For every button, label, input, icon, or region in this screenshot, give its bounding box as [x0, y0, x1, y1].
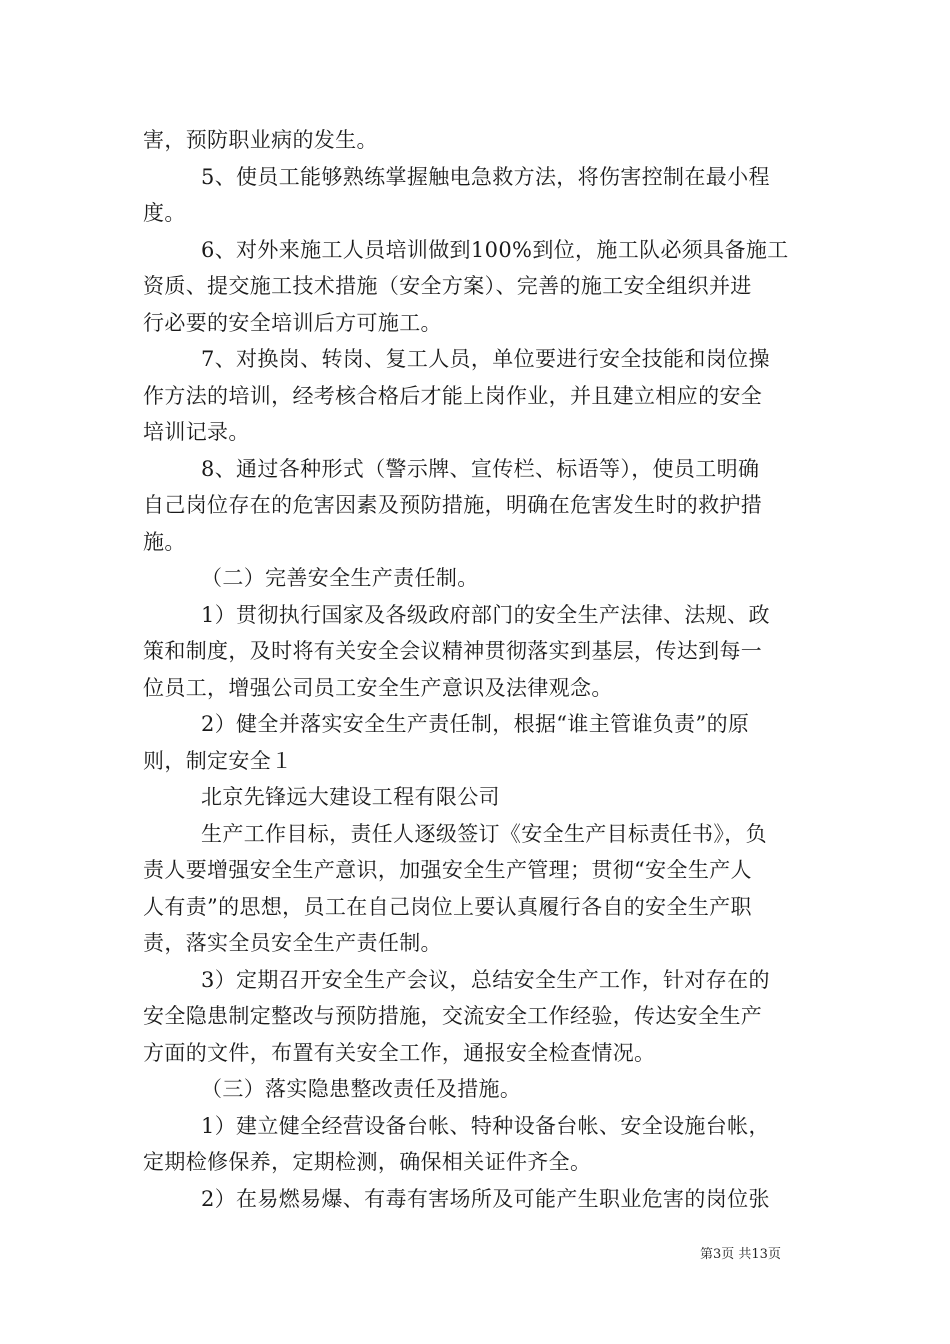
body-line: 行必要的安全培训后方可施工。: [143, 311, 442, 335]
body-line: 7、对换岗、转岗、复工人员，单位要进行安全技能和岗位操: [201, 347, 770, 371]
body-line: 1）贯彻执行国家及各级政府部门的安全生产法律、法规、政: [201, 603, 770, 627]
body-line: 1）建立健全经营设备台帐、特种设备台帐、安全设施台帐，: [201, 1114, 770, 1138]
body-line: 施。: [143, 530, 186, 554]
body-line: 5、使员工能够熟练掌握触电急救方法，将伤害控制在最小程: [201, 165, 770, 189]
body-line: 8、通过各种形式（警示牌、宣传栏、标语等），使员工明确: [201, 457, 760, 481]
body-line: 2）健全并落实安全生产责任制，根据“谁主管谁负责”的原: [201, 712, 750, 736]
body-line: 责人要增强安全生产意识，加强安全生产管理；贯彻“安全生产人: [143, 858, 752, 882]
body-line: 策和制度，及时将有关安全会议精神贯彻落实到基层，传达到每一: [143, 639, 763, 663]
body-line: 人有责”的思想，员工在自己岗位上要认真履行各自的安全生产职: [143, 895, 752, 919]
body-line: 6、对外来施工人员培训做到100%到位，施工队必须具备施工: [201, 238, 789, 262]
section-heading: （二）完善安全生产责任制。: [201, 566, 479, 590]
body-line: 2）在易燃易爆、有毒有害场所及可能产生职业危害的岗位张: [201, 1187, 770, 1211]
body-line: 3）定期召开安全生产会议，总结安全生产工作，针对存在的: [201, 968, 770, 992]
body-line: 自己岗位存在的危害因素及预防措施，明确在危害发生时的救护措: [143, 493, 763, 517]
section-heading: （三）落实隐患整改责任及措施。: [201, 1077, 522, 1101]
body-line: 定期检修保养，定期检测，确保相关证件齐全。: [143, 1150, 592, 1174]
body-line: 培训记录。: [143, 420, 250, 444]
body-line: 责，落实全员安全生产责任制。: [143, 931, 442, 955]
body-line: 安全隐患制定整改与预防措施，交流安全工作经验，传达安全生产: [143, 1004, 763, 1028]
body-line: 生产工作目标，责任人逐级签订《安全生产目标责任书》，负: [201, 822, 767, 846]
body-line: 作方法的培训，经考核合格后才能上岗作业，并且建立相应的安全: [143, 384, 763, 408]
page-number-footer: 第3页 共13页: [700, 1247, 781, 1262]
body-line: 资质、提交施工技术措施（安全方案）、完善的施工安全组织并进: [143, 274, 752, 298]
body-line: 位员工，增强公司员工安全生产意识及法律观念。: [143, 676, 613, 700]
company-name: 北京先锋远大建设工程有限公司: [201, 785, 500, 809]
body-line: 则，制定安全１: [143, 749, 293, 773]
body-line: 害，预防职业病的发生。: [143, 128, 378, 152]
body-line: 方面的文件，布置有关安全工作，通报安全检查情况。: [143, 1041, 656, 1065]
body-line: 度。: [143, 201, 186, 225]
